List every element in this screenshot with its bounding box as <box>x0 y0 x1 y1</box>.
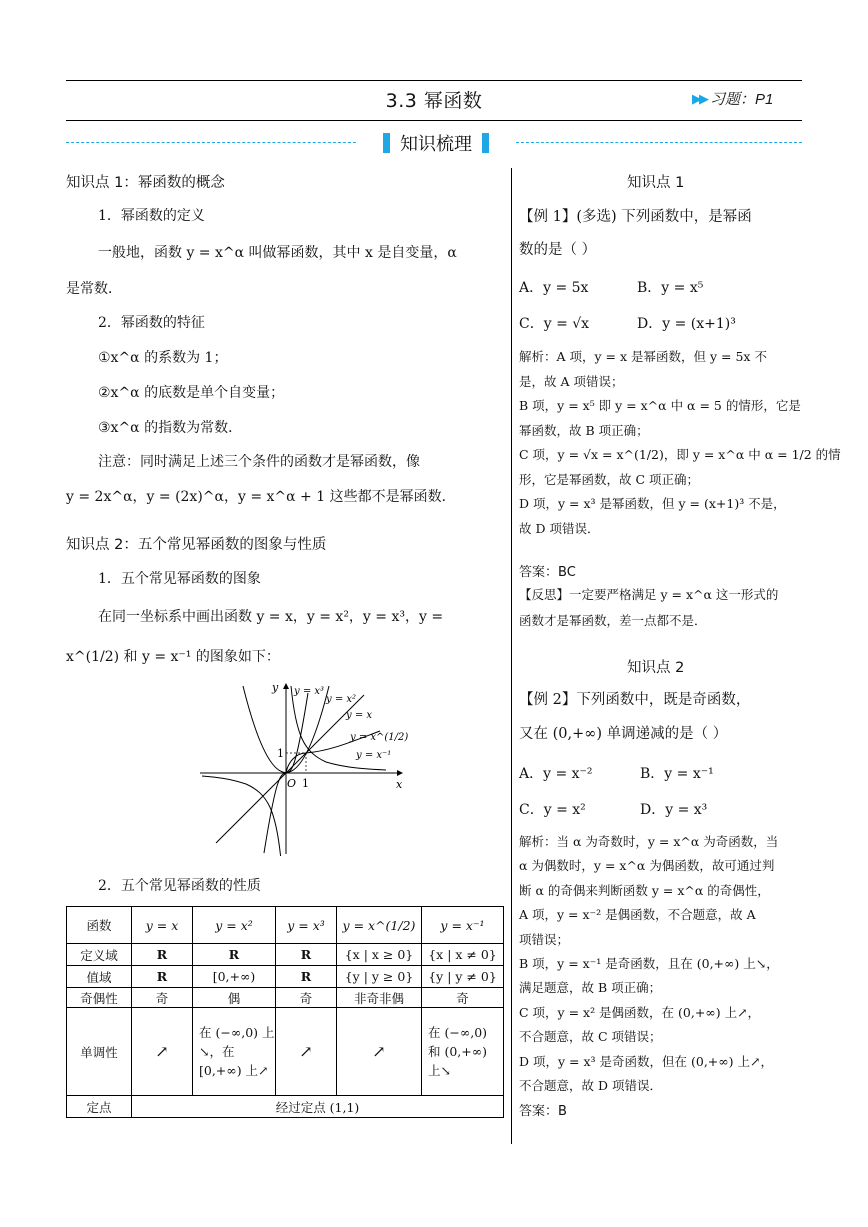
ex2-option-a[interactable]: A．y = x⁻² <box>519 766 593 782</box>
label-y-inv: y = x⁻¹ <box>356 750 392 761</box>
y-axis-label: y <box>272 681 279 694</box>
table-row-fixed-point <box>67 1096 504 1118</box>
label-y-x3: y = x³ <box>294 686 325 697</box>
ex2-solution <box>519 830 779 1098</box>
ex1-solution-line: 解析：A 项，y = x 是幂函数，但 y = 5x 不 <box>519 349 767 364</box>
table-cell: 非奇非偶 <box>337 988 422 1008</box>
ex1-line-1: 【例 1】(多选) 下列函数中，是幂函 <box>519 209 752 225</box>
feat-heading: 2．幂函数的特征 <box>98 315 205 331</box>
ex2-line-2: 又在 (0,+∞) 单调递减的是（ ） <box>519 726 728 742</box>
table-header: y = x² <box>193 907 276 944</box>
ex1-solution-line: 形，它是幂函数，故 C 项正确； <box>519 471 700 487</box>
ex1-reflect-line-1: 【反思】一定要严格满足 y = x^α 这一形式的 <box>519 587 779 602</box>
row-label: 值域 <box>67 966 132 988</box>
feat-2: ②x^α 的底数是单个自变量； <box>98 385 285 401</box>
ex2-solution-line: A 项，y = x⁻² 是偶函数，不合题意，故 A <box>519 907 756 923</box>
table-cell: [0,+∞) <box>193 966 276 988</box>
table-header: y = x³ <box>276 907 337 944</box>
table-cell: ↗ <box>276 1008 337 1096</box>
kp1-heading: 知识点 1：幂函数的概念 <box>66 175 225 191</box>
ex2-solution-line: α 为偶数时，y = x^α 为偶函数，故可通过判 <box>519 858 775 874</box>
ex1-reflect-line-2: 函数才是幂函数，差一点都不是． <box>519 613 707 628</box>
curve-y-inv-left <box>202 776 281 856</box>
table-cell: {y | y ≠ 0} <box>422 966 504 988</box>
ex2-option-b[interactable]: B．y = x⁻¹ <box>640 766 714 782</box>
section-dash-right <box>516 142 802 143</box>
table-header: y = x <box>132 907 193 944</box>
ex2-solution-line: D 项，y = x³ 是奇函数，但在 (0,+∞) 上↗， <box>519 1053 773 1069</box>
exercise-reference[interactable] <box>692 88 773 109</box>
ex1-solution-line: 故 D 项错误． <box>519 520 600 536</box>
section-title: 知识梳理 <box>400 134 472 155</box>
table-cell: 奇 <box>422 988 504 1008</box>
ex1-option-c[interactable]: C．y = √x <box>519 316 590 332</box>
column-divider <box>511 168 512 1144</box>
table-cell: 经过定点 (1,1) <box>132 1096 504 1118</box>
curve-y-x <box>216 695 364 843</box>
ex2-solution-line: C 项，y = x² 是偶函数，在 (0,+∞) 上↗， <box>519 1004 761 1020</box>
table-cell: 在 (−∞,0) 上↘，在 [0,+∞) 上↗ <box>193 1008 276 1096</box>
graph-line-2: x^(1/2) 和 y = x⁻¹ 的图象如下： <box>66 649 280 665</box>
section-dash-left <box>66 142 356 143</box>
table-cell: {x | x ≥ 0} <box>337 944 422 966</box>
ex1-solution-line: 是，故 A 项错误； <box>519 373 624 389</box>
table-cell: R <box>193 944 276 966</box>
row-label: 定义域 <box>67 944 132 966</box>
x-axis-label: x <box>396 778 403 791</box>
table-header: y = x⁻¹ <box>422 907 504 944</box>
ex2-solution-line: 满足题意，故 B 项正确； <box>519 980 662 996</box>
ex2-solution-line: 不合题意，故 D 项错误． <box>519 1078 662 1094</box>
ex2-solution-line: 项错误； <box>519 931 570 947</box>
ex2-line-1: 【例 2】下列函数中，既是奇函数， <box>519 692 751 708</box>
label-y-sqrt: y = x^(1/2) <box>350 732 409 743</box>
ex2-option-d[interactable]: D．y = x³ <box>640 802 708 818</box>
table-row-monotonicity <box>67 1008 504 1096</box>
right-kp2-title: 知识点 2 <box>627 660 685 676</box>
ex1-option-d[interactable]: D．y = (x+1)³ <box>637 316 736 332</box>
top-rule <box>66 80 802 81</box>
table-cell: 偶 <box>193 988 276 1008</box>
table-cell: 奇 <box>132 988 193 1008</box>
table-cell: {y | y ≥ 0} <box>337 966 422 988</box>
label-y-x2: y = x² <box>326 694 357 705</box>
table-header: 函数 <box>67 907 132 944</box>
note-line-1: 注意：同时满足上述三个条件的函数才是幂函数，像 <box>98 454 420 470</box>
table-header-row <box>67 907 504 944</box>
def-line-2: 是常数． <box>66 281 122 297</box>
ex1-solution-line: B 项，y = x⁵ 即 y = x^α 中 α = 5 的情形，它是 <box>519 398 801 413</box>
kp2-heading: 知识点 2：五个常见幂函数的图象与性质 <box>66 537 327 553</box>
feat-3: ③x^α 的指数为常数． <box>98 420 243 436</box>
right-kp1-title: 知识点 1 <box>627 175 685 191</box>
def-heading: 1．幂函数的定义 <box>98 208 205 224</box>
table-header: y = x^(1/2) <box>337 907 422 944</box>
graph-line-1: 在同一坐标系中画出函数 y = x，y = x²，y = x³，y = <box>98 609 444 625</box>
table-cell: ↗ <box>337 1008 422 1096</box>
double-arrow-icon: ▶▶ <box>692 90 706 106</box>
row-label: 单调性 <box>67 1008 132 1096</box>
table-row <box>67 944 504 966</box>
row-label: 定点 <box>67 1096 132 1118</box>
properties-table <box>66 906 504 1118</box>
section-band <box>366 130 506 156</box>
graph-heading: 1．五个常见幂函数的图象 <box>98 571 261 587</box>
table-cell: R <box>276 944 337 966</box>
power-function-graph <box>196 676 416 856</box>
label-y-x: y = x <box>346 710 373 721</box>
section-bar-left <box>383 133 390 153</box>
table-cell: 奇 <box>276 988 337 1008</box>
table-cell: R <box>132 944 193 966</box>
table-row <box>67 988 504 1008</box>
ex2-solution-line: 不合题意，故 C 项错误； <box>519 1029 662 1045</box>
table-cell: {x | x ≠ 0} <box>422 944 504 966</box>
ex2-answer: 答案：B <box>519 1104 567 1119</box>
ex1-line-2: 数的是（ ） <box>519 242 597 258</box>
title-underline <box>66 120 802 121</box>
row-label: 奇偶性 <box>67 988 132 1008</box>
feat-1: ①x^α 的系数为 1； <box>98 350 228 366</box>
ex1-answer: 答案：BC <box>519 565 576 580</box>
ex1-solution <box>519 345 841 541</box>
ex2-solution-line: 断 α 的奇偶来判断函数 y = x^α 的奇偶性， <box>519 882 770 898</box>
page-title: 3.3 幂函数 <box>385 90 483 112</box>
table-cell: 在 (−∞,0) 和 (0,+∞) 上↘ <box>422 1008 504 1096</box>
ex1-option-a[interactable]: A．y = 5x <box>519 280 589 296</box>
prop-heading: 2．五个常见幂函数的性质 <box>98 878 261 894</box>
table-row <box>67 966 504 988</box>
exercise-reference-label: 习题：P1 <box>710 91 774 108</box>
ex1-option-b[interactable]: B．y = x⁵ <box>637 280 704 296</box>
ex1-solution-line: D 项，y = x³ 是幂函数，但 y = (x+1)³ 不是， <box>519 496 786 511</box>
ex2-solution-line: B 项，y = x⁻¹ 是奇函数，且在 (0,+∞) 上↘， <box>519 956 779 972</box>
note-line-2: y = 2x^α，y = (2x)^α，y = x^α + 1 这些都不是幂函数． <box>66 489 456 505</box>
table-cell: R <box>276 966 337 988</box>
section-bar-right <box>482 133 489 153</box>
ex2-option-c[interactable]: C．y = x² <box>519 802 586 818</box>
ex1-solution-line: C 项，y = √x = x^(1/2)，即 y = x^α 中 α = 1/2 的情 <box>519 447 841 462</box>
ex1-solution-line: 幂函数，故 B 项正确； <box>519 422 649 438</box>
def-line-1: 一般地，函数 y = x^α 叫做幂函数，其中 x 是自变量，α <box>98 245 457 261</box>
x-one-label: 1 <box>302 777 309 790</box>
table-cell: R <box>132 966 193 988</box>
table-cell: ↗ <box>132 1008 193 1096</box>
origin-label: O <box>287 777 297 790</box>
ex2-solution-line: 解析：当 α 为奇数时，y = x^α 为奇函数，当 <box>519 834 779 849</box>
y-one-label: 1 <box>277 747 284 760</box>
